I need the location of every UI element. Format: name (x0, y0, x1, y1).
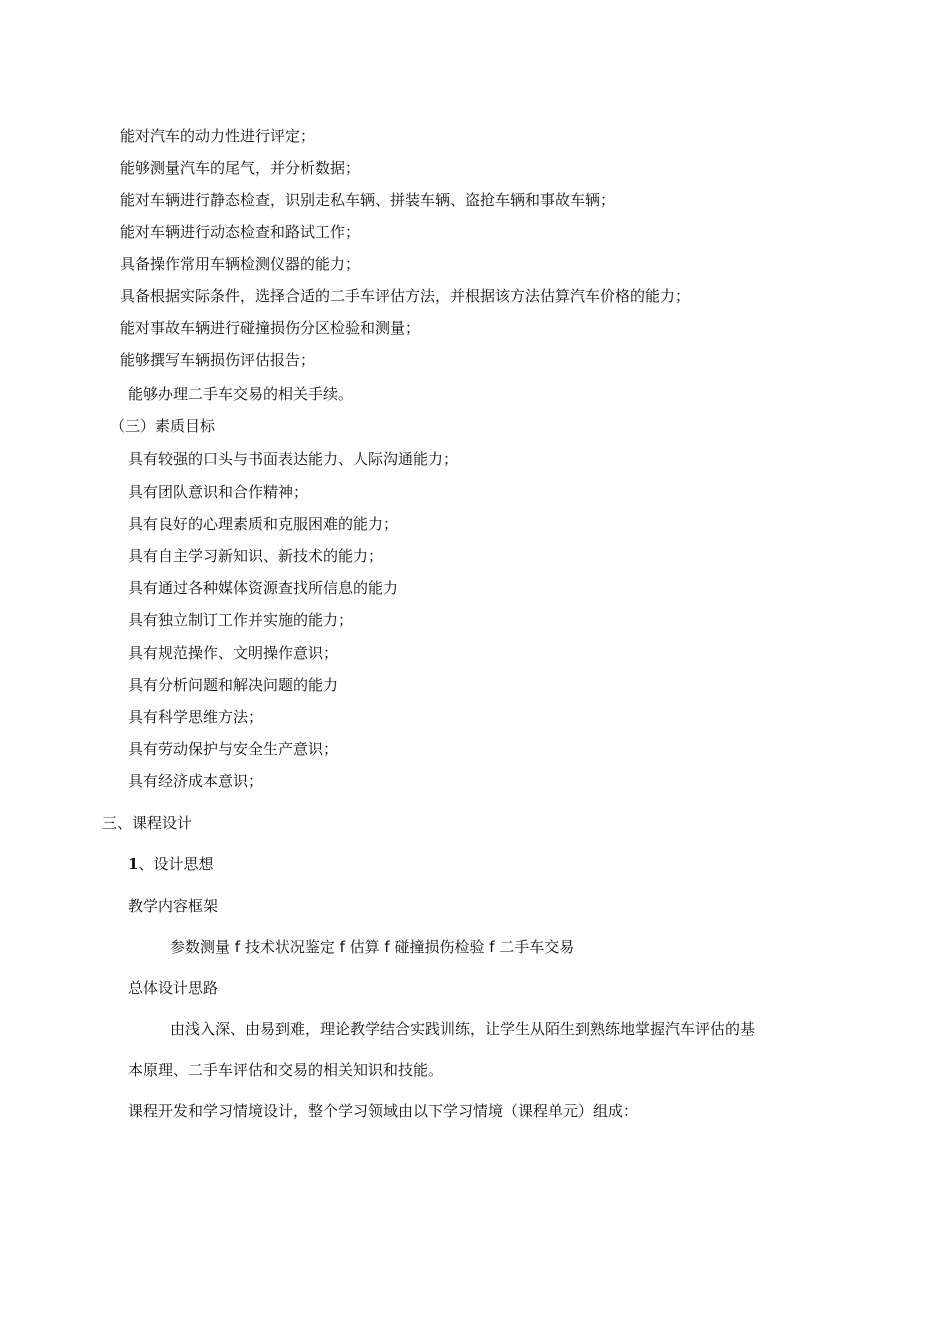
overall-text: 由浅入深、由易到难，理论教学结合实践训练，让学生从陌生到熟练地掌握汽车评估的基 (170, 1020, 756, 1038)
framework-flow: 参数测量 f 技术状况鉴定 f 估算 f 碰撞损伤检验 f 二手车交易 (170, 938, 575, 956)
skill-item: 具备操作常用车辆检测仪器的能力； (120, 255, 361, 273)
skill-item: 能对事故车辆进行碰撞损伤分区检验和测量； (120, 319, 421, 337)
subsection-heading (128, 854, 213, 874)
framework-label: 教学内容框架 (128, 897, 219, 915)
overall-label: 总体设计思路 (128, 979, 219, 997)
quality-item: 具有科学思维方法； (128, 708, 264, 726)
quality-heading: （三）素质目标 (110, 417, 216, 435)
development-text: 课程开发和学习情境设计，整个学习领域由以下学习情境（课程单元）组成： (128, 1102, 639, 1120)
quality-item: 具有独立制订工作并实施的能力； (128, 611, 354, 629)
quality-item: 具有通过各种媒体资源查找所信息的能力 (128, 579, 399, 597)
overall-text-continued: 本原理、二手车评估和交易的相关知识和技能。 (128, 1061, 444, 1079)
skill-item: 能对车辆进行动态检查和路试工作； (120, 223, 361, 241)
subsection-number: 1 (128, 855, 139, 873)
subsection-title: 、设计思想 (138, 855, 214, 873)
quality-item: 具有团队意识和合作精神； (128, 483, 309, 501)
skill-item: 能对汽车的动力性进行评定； (120, 127, 316, 145)
quality-item: 具有分析问题和解决问题的能力 (128, 676, 339, 694)
skill-item: 具备根据实际条件，选择合适的二手车评估方法，并根据该方法估算汽车价格的能力； (120, 287, 691, 305)
quality-item: 具有较强的口头与书面表达能力、人际沟通能力； (128, 450, 459, 468)
quality-item: 具有劳动保护与安全生产意识； (128, 740, 339, 758)
quality-item: 具有经济成本意识； (128, 772, 264, 790)
quality-item: 具有良好的心理素质和克服困难的能力； (128, 515, 399, 533)
section-heading: 三、课程设计 (102, 814, 193, 832)
skill-item: 能够撰写车辆损伤评估报告； (120, 351, 316, 369)
quality-item: 具有规范操作、文明操作意识； (128, 644, 339, 662)
skill-item: 能够办理二手车交易的相关手续。 (128, 385, 354, 403)
quality-item: 具有自主学习新知识、新技术的能力； (128, 547, 384, 565)
skill-item: 能够测量汽车的尾气，并分析数据； (120, 159, 361, 177)
skill-item: 能对车辆进行静态检查，识别走私车辆、拼装车辆、盗抢车辆和事故车辆； (120, 191, 616, 209)
